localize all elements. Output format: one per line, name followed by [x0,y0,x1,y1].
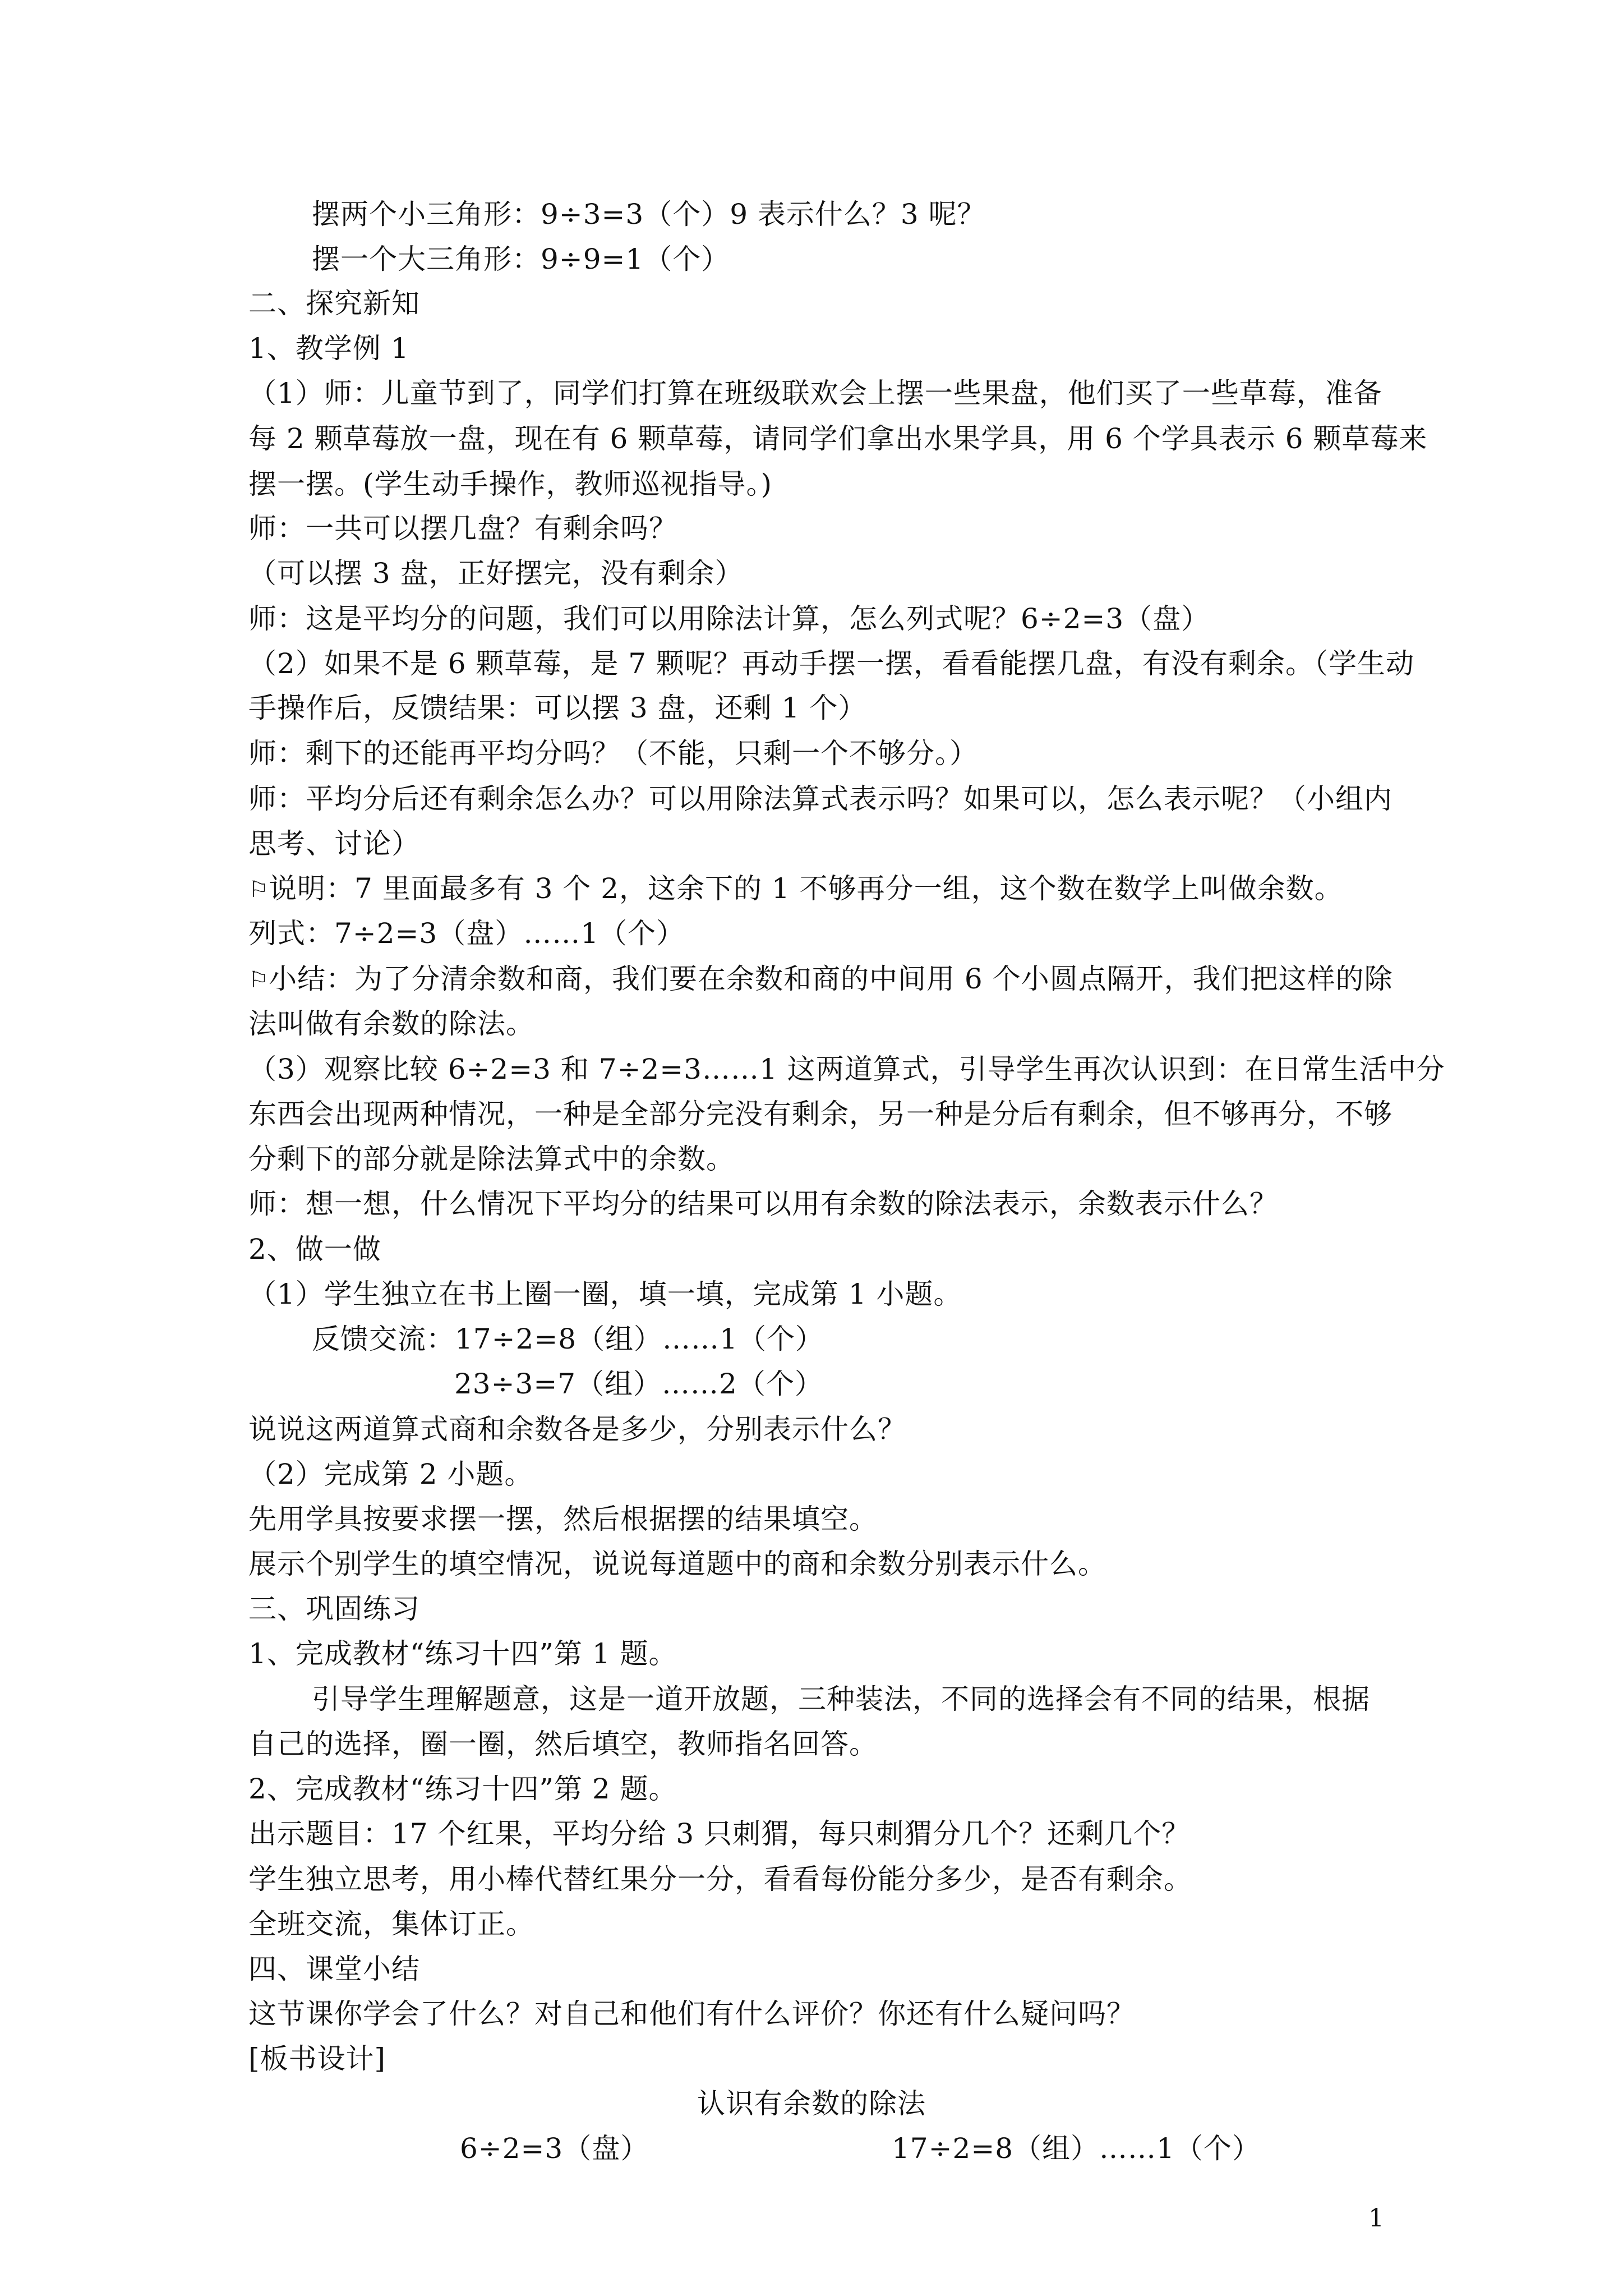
text-line: 自己的选择，圈一圈，然后填空，教师指名回答。 [248,1728,878,1760]
flag-icon: ⚐ [248,877,269,903]
board-design-label: [板书设计] [248,2042,386,2075]
text-line: （1）师：儿童节到了，同学们打算在班级联欢会上摆一些果盘，他们买了一些草莓，准备 [248,377,1382,409]
section-heading: 三、巩固练习 [248,1593,420,1625]
text-line: （3）观察比较 6÷2=3 和 7÷2=3……1 这两道算式，引导学生再次认识到：在日常生活中分 [248,1053,1445,1085]
text-line: （2）完成第 2 小题。 [248,1458,533,1490]
text-line: 这节课你学会了什么？对自己和他们有什么评价？你还有什么疑问吗？ [248,1998,1135,2030]
bullet-line [248,962,1393,997]
text-line: 师：平均分后还有剩余怎么办？可以用除法算式表示吗？如果可以，怎么表示呢？（小组内 [248,783,1393,815]
subsection-heading: 1、完成教材“练习十四”第 1 题。 [248,1637,677,1670]
text-line: 师：这是平均分的问题，我们可以用除法计算，怎么列式呢？6÷2=3（盘） [248,602,1210,635]
text-line: （2）如果不是 6 颗草莓，是 7 颗呢？再动手摆一摆，看看能摆几盘，有没有剩余。（学生动 [248,647,1415,680]
text-line: 23÷3=7（组）……2（个） [454,1368,823,1400]
subsection-heading: 2、做一做 [248,1233,381,1266]
text-line: 出示题目：17 个红果，平均分给 3 只刺猬，每只刺猬分几个？还剩几个？ [248,1818,1191,1850]
text-line: 手操作后，反馈结果：可以摆 3 盘，还剩 1 个） [248,692,867,724]
text-line: 引导学生理解题意，这是一道开放题，三种装法，不同的选择会有不同的结果，根据 [312,1683,1370,1715]
text-span: 小结：为了分清余数和商，我们要在余数和商的中间用 6 个小圆点隔开，我们把这样的除 [269,963,1393,995]
bullet-line [248,872,1387,907]
text-span: 说明：7 里面最多有 3 个 2，这余下的 1 不够再分一组，这个数在数学上叫做余数。 [269,872,1343,905]
text-line: 先用学具按要求摆一摆，然后根据摆的结果填空。 [248,1503,878,1535]
text-line: （1）学生独立在书上圈一圈，填一填，完成第 1 小题。 [248,1278,962,1310]
text-line: 法叫做有余数的除法。 [248,1007,534,1040]
board-equation-right: 17÷2=8（组）……1（个） [892,2132,1261,2165]
text-line: 师：一共可以摆几盘？有剩余吗？ [248,512,677,545]
text-line: 每 2 颗草莓放一盘，现在有 6 颗草莓，请同学们拿出水果学具，用 6 个学具表示 6 颗草莓来 [248,422,1428,455]
board-equation-left: 6÷2=3（盘） [460,2132,649,2165]
text-line: 摆两个小三角形：9÷3=3（个）9 表示什么？3 呢？ [312,198,986,231]
text-line: 展示个别学生的填空情况，说说每道题中的商和余数分别表示什么。 [248,1548,1106,1580]
text-line: 列式：7÷2=3（盘）……1（个） [248,917,685,950]
text-line: 思考、讨论） [248,827,420,860]
text-line: 说说这两道算式商和余数各是多少，分别表示什么？ [248,1413,906,1446]
text-line: 反馈交流：17÷2=8（组）……1（个） [312,1323,824,1355]
subsection-heading: 2、完成教材“练习十四”第 2 题。 [248,1773,677,1805]
text-line: 全班交流，集体订正。 [248,1908,534,1940]
text-line: 摆一摆。(学生动手操作，教师巡视指导。) [248,468,773,500]
text-line: 学生独立思考，用小棒代替红果分一分，看看每份能分多少，是否有剩余。 [248,1863,1192,1895]
text-line: 摆一个大三角形：9÷9=1（个） [312,243,730,275]
text-line: 东西会出现两种情况，一种是全部分完没有剩余，另一种是分后有剩余，但不够再分，不够 [248,1098,1393,1130]
page-number: 1 [1368,2204,1384,2233]
text-line: 师：想一想，什么情况下平均分的结果可以用有余数的除法表示，余数表示什么？ [248,1188,1278,1220]
section-heading: 二、探究新知 [248,287,420,320]
text-line: 分剩下的部分就是除法算式中的余数。 [248,1143,735,1175]
section-heading: 四、课堂小结 [248,1953,420,1985]
text-line: （可以摆 3 盘，正好摆完，没有剩余） [248,557,744,590]
board-title: 认识有余数的除法 [697,2087,926,2120]
flag-icon: ⚐ [248,967,269,993]
text-line: 师：剩下的还能再平均分吗？（不能，只剩一个不够分。） [248,737,978,770]
subsection-heading: 1、教学例 1 [248,332,409,365]
